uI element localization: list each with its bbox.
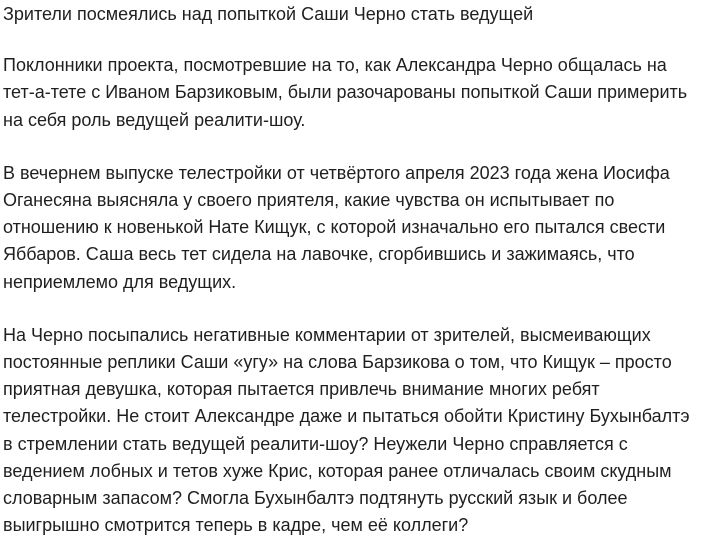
article-paragraph bbox=[3, 322, 703, 539]
paragraph-line: Оганесяна выясняла у своего приятеля, какие чувства он испытывает по bbox=[3, 190, 615, 211]
paragraph-line: ведением лобных и тетов хуже Крис, которая ранее отличалась своим скудным bbox=[3, 460, 672, 481]
paragraph-line: неприемлемо для ведущих. bbox=[3, 271, 237, 292]
paragraph-line: В вечернем выпуске телестройки от четвёртого апреля 2023 года жена Иосифа bbox=[3, 162, 670, 183]
paragraph-line: На Черно посыпались негативные комментарии от зрителей, высмеивающих bbox=[3, 324, 651, 345]
paragraph-line: постоянные реплики Саши «угу» на слова Барзикова о том, что Кищук – просто bbox=[3, 352, 672, 373]
article-title: Зрители посмеялись над попыткой Саши Черно стать ведущей bbox=[3, 4, 534, 24]
paragraph-line: в стремлении стать ведущей реалити-шоу? Неужели Черно справляется с bbox=[3, 433, 628, 454]
paragraph-line: отношению к новенькой Нате Кищук, с которой изначально его пытался свести bbox=[3, 217, 666, 238]
paragraph-line: приятная девушка, которая пытается привлечь внимание многих ребят bbox=[3, 379, 600, 400]
paragraph-line: словарным запасом? Смогла Бухынбалтэ подтянуть русский язык и более bbox=[3, 488, 628, 509]
paragraph-line: телестройки. Не стоит Александре даже и пытаться обойти Кристину Бухынбалтэ bbox=[3, 406, 690, 427]
article-paragraph bbox=[3, 52, 703, 134]
paragraph-line: Яббаров. Саша весь тет сидела на лавочке, сгорбившись и зажимаясь, что bbox=[3, 244, 635, 265]
paragraph-line: тет-а-тете с Иваном Барзиковым, были разочарованы попыткой Саши примерить bbox=[3, 82, 688, 103]
paragraph-line: на себя роль ведущей реалити-шоу. bbox=[3, 109, 306, 130]
paragraph-line: Поклонники проекта, посмотревшие на то, как Александра Черно общалась на bbox=[3, 55, 667, 76]
article-paragraph bbox=[3, 160, 703, 296]
paragraph-line: выигрышно смотрится теперь в кадре, чем её коллеги? bbox=[3, 515, 469, 536]
article bbox=[3, 0, 703, 539]
